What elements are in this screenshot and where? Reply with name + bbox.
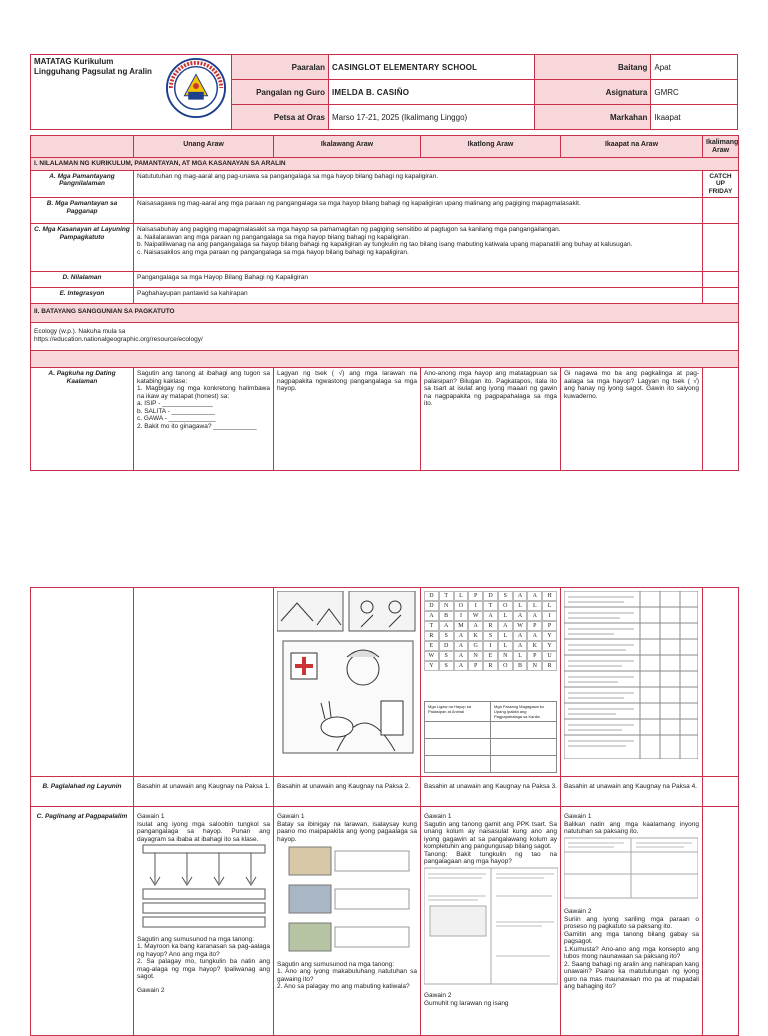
word-search-letter: A [483, 611, 498, 621]
kasanayan-line-1: Naisasabuhay ang pagiging mapagmalasakit sa mga hayop sa pamamagitan ng pagiging sensitibo at pagtugon sa kanilang mga pangangailangan. [137, 226, 561, 233]
lesson-table [30, 135, 739, 471]
lesson-table-continued [30, 587, 739, 1036]
word-search-letter: A [527, 631, 542, 641]
word-search-letter: I [468, 601, 483, 611]
dating-kaalaman-day3: Ano-anong mga hayop ang matatagpuan sa palaisipan? Bilugan ito. Pagkatapos, itala ito sa tsart at isulat ang iyong maaari ng gawin na nagpapakita ng pagpapahalaga sa mga ito. [421, 368, 561, 471]
word-search-letter: P [468, 591, 483, 601]
word-search-letter: Y [542, 631, 557, 641]
pamantayang-pangnilalaman-label: A. Mga Pamantayang Pangnilalaman [31, 170, 134, 198]
header-table [30, 54, 738, 130]
empty-cell [703, 807, 739, 1036]
chart-cell [491, 756, 557, 773]
paglinang-day2-questions: Sagutin ang sumusunod na mga tanong: 1. Ano ang iyong makabuluhang natutuhan sa gawaing ito? 2. Ano sa palagay mo ang mabuting katiwala? [277, 960, 417, 990]
word-chart [424, 701, 557, 773]
kasanayan-text [134, 224, 703, 272]
word-search-letter: A [439, 621, 454, 631]
word-search-letter: L [454, 591, 469, 601]
petsa-value: Marso 17-21, 2025 (Ikalimang Linggo) [329, 105, 535, 130]
word-search-letter: W [513, 621, 528, 631]
word-search-letter: B [439, 611, 454, 621]
chart-cell [425, 739, 491, 756]
word-search-letter: S [439, 661, 454, 671]
word-search-letter: E [424, 641, 439, 651]
arrow-diagram [137, 843, 271, 933]
section-2-heading: II. BATAYANG SANGGUNIAN SA PAGKATUTO [31, 304, 739, 323]
paglinang-label: C. Paglinang at Pagpapalalim [31, 807, 134, 1036]
sanggunian-text [31, 323, 739, 351]
paglalahad-day1: Basahin at unawain ang Kaugnay na Paksa 1. [134, 777, 274, 807]
word-search-letter: L [498, 641, 513, 651]
word-search-letter: R [483, 621, 498, 631]
word-search-letter: U [542, 651, 557, 661]
paglinang-day1-gawain1: Gawain 1 Isulat ang iyong mga saloobin tungkol sa pangangalaga sa hayop. Punan ang dayagram sa ibaba at ibahagi ito sa klase. [137, 813, 270, 843]
empty-cell [703, 272, 739, 288]
kasanayan-line-2: a. Nailalarawan ang mga paraan ng pangangalaga sa mga hayop bilang bahagi ng kapaligiran. [137, 233, 411, 241]
word-search-letter: A [454, 651, 469, 661]
empty-cell [703, 288, 739, 304]
sanggunian-line-1: Ecology (w.p.). Nakuha mula sa [34, 328, 126, 335]
word-search-letter: N [468, 651, 483, 661]
word-search-letter: O [454, 601, 469, 611]
guro-value: IMELDA B. CASIÑO [329, 80, 535, 105]
paglinang-day4 [561, 807, 703, 1036]
chart-cell [425, 722, 491, 739]
column-header-row [31, 136, 739, 158]
section-3-blank [31, 351, 739, 368]
word-search-letter: P [527, 621, 542, 631]
word-search-letter: P [527, 651, 542, 661]
paglalahad-day2: Basahin at unawain ang Kaugnay na Paksa 2. [274, 777, 421, 807]
word-search-letter: R [542, 661, 557, 671]
section-1-heading: I. NILALAMAN NG KURIKULUM, PAMANTAYAN, AT MGA KASANAYAN SA ARALIN [31, 158, 739, 171]
pet-care-illustrations [274, 588, 421, 777]
word-search-letter: I [483, 641, 498, 651]
header-title-cell [31, 55, 232, 130]
empty-cell [703, 777, 739, 807]
word-search-letter: K [468, 631, 483, 641]
chart-cell [491, 722, 557, 739]
dating-kaalaman-day2: Lagyan ng tsek ( √) ang mga larawan na nagpapakita ngwastong pangangalaga sa mga hayop. [274, 368, 421, 471]
paglalahad-day4: Basahin at unawain ang Kaugnay na Paksa 4. [561, 777, 703, 807]
word-search-letter: O [498, 601, 513, 611]
word-search-letter: Y [424, 661, 439, 671]
checklist-table-image [564, 591, 698, 759]
paglinang-day3-gawain2: Gawain 2 Gumuhit ng larawan ng isang [424, 992, 509, 1007]
paglinang-day1 [134, 807, 274, 1036]
col-unang-araw: Unang Araw [134, 136, 274, 158]
word-search-letter: T [424, 621, 439, 631]
paglinang-day1-questions: Sagutin ang sumusunod na mga tanong: 1. Mayroon ka bang karanasan sa pag-aalaga ng hayop? Ano ang mga ito? 2. Sa palagay mo, tungkulin ba natin ang mag-alaga ng mga hayop? Ipaliwanag ang sagot. [137, 935, 270, 980]
word-search-grid [424, 591, 557, 671]
word-search-letter: L [498, 611, 513, 621]
word-search-letter: P [542, 621, 557, 631]
petsa-label: Petsa at Oras [232, 105, 329, 130]
markahan-value: Ikaapat [651, 105, 738, 130]
empty-cell [703, 588, 739, 777]
word-search-letter: A [527, 591, 542, 601]
chart-header-1: Mga Ligaw na Hayop sa Palaisipan at Animal [425, 702, 491, 722]
baitang-value: Apat [651, 55, 738, 80]
review-table-image [564, 836, 698, 900]
asignatura-label: Asignatura [534, 80, 650, 105]
dating-kaalaman-day1: Sagutin ang tanong at ibahagi ang tugon sa katabing kaklase: 1. Magbigay ng mga konkretong halimbawa na ikaw ay matapat (honest) sa: a. ISIP - ______________ b. SALITA - ____________ c. GAWA - _____________ 2. Bakit mo ito ginagawa? ____________ [134, 368, 274, 471]
col-ikaapat-araw: Ikaapat na Araw [561, 136, 703, 158]
word-search-letter: G [468, 641, 483, 651]
word-search-letter: N [439, 601, 454, 611]
word-search-letter: S [483, 631, 498, 641]
empty-cell [134, 588, 274, 777]
nilalaman-text: Pangangalaga sa mga Hayop Bilang Bahagi ng Kapaligiran [134, 272, 703, 288]
word-search-letter: A [513, 631, 528, 641]
word-search-letter: R [424, 631, 439, 641]
word-search-letter: T [483, 601, 498, 611]
word-search-letter: D [439, 641, 454, 651]
paglinang-day3 [421, 807, 561, 1036]
word-search-letter: D [483, 591, 498, 601]
word-search-letter: S [439, 651, 454, 661]
word-search-letter: L [513, 651, 528, 661]
col-ikalimang-araw: Ikalimang Araw [703, 136, 739, 158]
word-search-letter: A [513, 611, 528, 621]
pamantayan-pagganap-label: B. Mga Pamantayan sa Pagganap [31, 198, 134, 224]
asignatura-value: GMRC [651, 80, 738, 105]
word-search-letter: P [468, 661, 483, 671]
word-search-letter: W [468, 611, 483, 621]
paaralan-value: CASINGLOT ELEMENTARY SCHOOL [329, 55, 535, 80]
empty-cell [703, 224, 739, 272]
col-ikatlong-araw: Ikatlong Araw [421, 136, 561, 158]
pet-care-image [277, 591, 417, 761]
empty-cell [31, 588, 134, 777]
paglinang-day1-gawain2: Gawain 2 [137, 986, 165, 994]
word-search-letter: A [468, 621, 483, 631]
pamantayan-pagganap-text: Naisasagawa ng mag-aaral ang mga paraan ng pangangalaga sa mga hayop bilang bahagi ng kapaligiran upang malinang ang pagiging mapagmalasakit. [134, 198, 703, 224]
dating-kaalaman-label: A. Pagkuha ng Dating Kaalaman [31, 368, 134, 471]
word-search-cell [421, 588, 561, 777]
word-search-letter: S [498, 591, 513, 601]
word-search-letter: E [483, 651, 498, 661]
col-ikalawang-araw: Ikalawang Araw [274, 136, 421, 158]
integrasyon-text: Paghahayupan pantawid sa kahirapan [134, 288, 703, 304]
chart-header-2: Mga Paraang Magagawa ko Upang Ipakita ang Pagpapahalaga sa Kanila [491, 702, 557, 722]
paglinang-day4-gawain2: Gawain 2 Suriin ang iyong sariling mga paraan o proseso ng pagkatuto sa paksang ito. Gamitin ang mga tanong bilang gabay sa pagsagot. 1.Kumusta? Ano-ano ang mga konsepto ang lubos mong naunawaan sa paksang ito? 2. Saang bahagi ng aralin ang nahirapan kang unawain? Paano ka matutulungan ng iyong guro na mas maunawaan mo pa at mapadali ang bahaging ito? [564, 908, 699, 990]
word-search-letter: L [498, 631, 513, 641]
paglinang-day2-gawain1: Gawain 1 Batay sa ibinigay na larawan, isalaysay kung paano mo maipapakita ang iyong pagaalaga sa hayop. [277, 813, 417, 843]
ppk-chart-image [424, 866, 558, 986]
word-search-letter: A [498, 621, 513, 631]
kasanayan-label: C. Mga Kasanayan at Layuning Pampagkatuto [31, 224, 134, 272]
word-search-letter: K [527, 641, 542, 651]
paglinang-day2 [274, 807, 421, 1036]
word-search-letter: A [454, 661, 469, 671]
guro-label: Pangalan ng Guro [232, 80, 329, 105]
word-search-letter: N [527, 661, 542, 671]
checklist-cell [561, 588, 703, 777]
word-search-letter: A [424, 611, 439, 621]
word-search-letter: B [513, 661, 528, 671]
word-search-letter: A [454, 631, 469, 641]
paglinang-day3-gawain1: Gawain 1 Sagutin ang tanong gamit ang PPK tsart. Sa unang kolum ay naisasulat kung ano ang iyong gagawin at sa pangalawang kolum ay kompletuhin ang pangungusap bilang sagot. Tanong: Bakit tungkulin ng tao na pangalagaan ang mga hayop? [424, 813, 557, 865]
kasanayan-line-4: c. Naisasakilos ang mga paraan ng pangangalaga sa mga hayop bilang bahagi ng kapaligiran. [137, 248, 409, 256]
sanggunian-link[interactable]: https://education.nationalgeographic.org/resource/ecology/ [34, 335, 203, 343]
deped-seal-icon [165, 57, 227, 119]
word-search-letter: S [439, 631, 454, 641]
word-search-letter: I [454, 611, 469, 621]
word-search-letter: M [454, 621, 469, 631]
blank-header [31, 136, 134, 158]
chart-cell [425, 756, 491, 773]
paaralan-label: Paaralan [232, 55, 329, 80]
dating-kaalaman-day4: Gi nagawa mo ba ang pagkalinga at pag-aalaga sa mga hayop? Lagyan ng tsek ( √) ang hanay ng iyong sagot. Gawin ito saiyong kuwaderno. [561, 368, 703, 471]
photo-list-image [277, 843, 417, 958]
word-search-letter: A [527, 611, 542, 621]
markahan-label: Markahan [534, 105, 650, 130]
empty-cell [703, 368, 739, 471]
word-search-letter: I [542, 611, 557, 621]
word-search-letter: L [513, 601, 528, 611]
catch-up-friday: CATCH UP FRIDAY [703, 170, 739, 198]
paglinang-day4-gawain1: Gawain 1 Balikan natin ang mga kaalamang inyong natutuhan sa paksang ito. [564, 813, 699, 835]
word-search-letter: N [498, 651, 513, 661]
empty-cell [703, 198, 739, 224]
word-search-letter: L [542, 601, 557, 611]
word-search-letter: O [498, 661, 513, 671]
word-search-letter: Y [542, 641, 557, 651]
nilalaman-label: D. Nilalaman [31, 272, 134, 288]
word-search-letter: L [527, 601, 542, 611]
word-search-letter: H [542, 591, 557, 601]
baitang-label: Baitang [534, 55, 650, 80]
paglalahad-day3: Basahin at unawain ang Kaugnay na Paksa 3. [421, 777, 561, 807]
word-search-letter: A [454, 641, 469, 651]
integrasyon-label: E. Integrasyon [31, 288, 134, 304]
word-search-letter: D [424, 591, 439, 601]
word-search-letter: T [439, 591, 454, 601]
word-search-letter: W [424, 651, 439, 661]
word-search-letter: A [513, 641, 528, 651]
word-search-letter: R [483, 661, 498, 671]
word-search-letter: A [513, 591, 528, 601]
word-search-letter: D [424, 601, 439, 611]
pamantayang-pangnilalaman-text: Natututuhan ng mag-aaral ang pag-unawa sa pangangalaga sa mga hayop bilang bahagi ng kapaligiran. [134, 170, 703, 198]
chart-cell [491, 739, 557, 756]
paglalahad-layunin-label: B. Paglalahad ng Layunin [31, 777, 134, 807]
kasanayan-line-3: b. Naipaliliwanag na ang pangangalaga sa hayop bilang bahagi ng kapaligiran ay tungkulin ng tao bilang isang mabuting katiwala upang mapanatili ang buhay at kalusugan. [137, 241, 633, 248]
lesson-title: MATATAG Kurikulum Lingguhang Pagsulat ng Aralin [34, 57, 152, 76]
